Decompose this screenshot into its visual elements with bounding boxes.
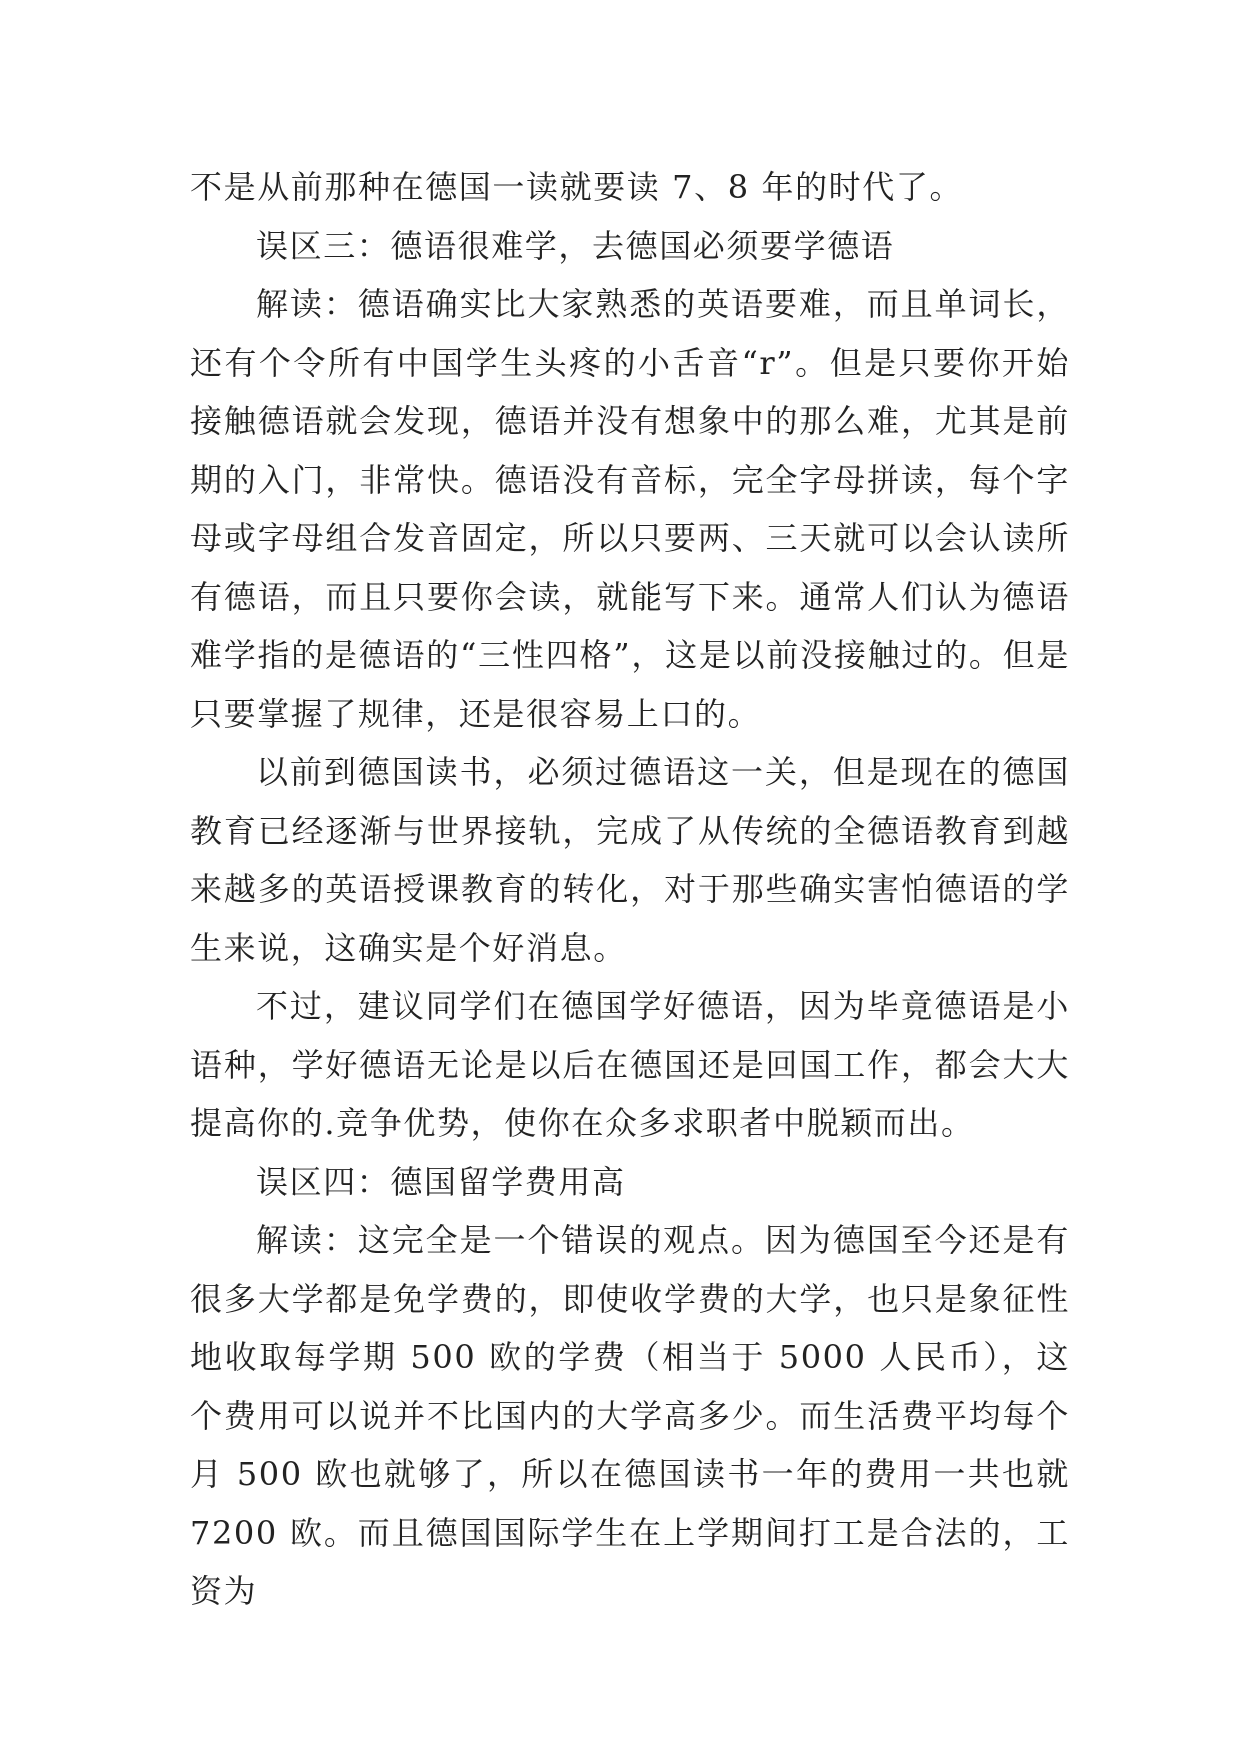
body-text (190, 158, 1070, 1621)
paragraph-english-teaching: 以前到德国读书，必须过德语这一关，但是现在的德国教育已经逐渐与世界接轨，完成了从传统的全德语教育到越来越多的英语授课教育的转化，对于那些确实害怕德语的学生来说，这确实是个好消息。 (190, 753, 1070, 967)
paragraph-explanation-three: 解读：德语确实比大家熟悉的英语要难，而且单词长，还有个令所有中国学生头疼的小舌音“r”。但是只要你开始接触德语就会发现，德语并没有想象中的那么难，尤其是前期的入门，非常快。德语没有音标，完全字母拼读，每个字母或字母组合发音固定，所以只要两、三天就可以会认读所有德语，而且只要你会读，就能写下来。通常人们认为德语难学指的是德语的“三性四格”，这是以前没接触过的。但是只要掌握了规律，还是很容易上口的。 (190, 285, 1070, 733)
heading-myth-four: 误区四：德国留学费用高 (256, 1162, 626, 1201)
paragraph-learn-german-advice: 不过，建议同学们在德国学好德语，因为毕竟德语是小语种，学好德语无论是以后在德国还是回国工作，都会大大提高你的.竞争优势，使你在众多求职者中脱颖而出。 (190, 987, 1070, 1142)
paragraph-continuation: 不是从前那种在德国一读就要读 7、8 年的时代了。 (190, 168, 964, 206)
heading-myth-three: 误区三：德语很难学，去德国必须要学德语 (256, 226, 895, 265)
paragraph-explanation-four: 解读：这完全是一个错误的观点。因为德国至今还是有很多大学都是免学费的，即使收学费的大学，也只是象征性地收取每学期 500 欧的学费（相当于 5000 人民币），这个费用可以说并不比国内的大学高多少。而生活费平均每个月 500 欧也就够了，所以在德国读书一年的费用一共也就 7200 欧。而且德国国际学生在上学期间打工是合法的，工资为 (190, 1221, 1070, 1610)
